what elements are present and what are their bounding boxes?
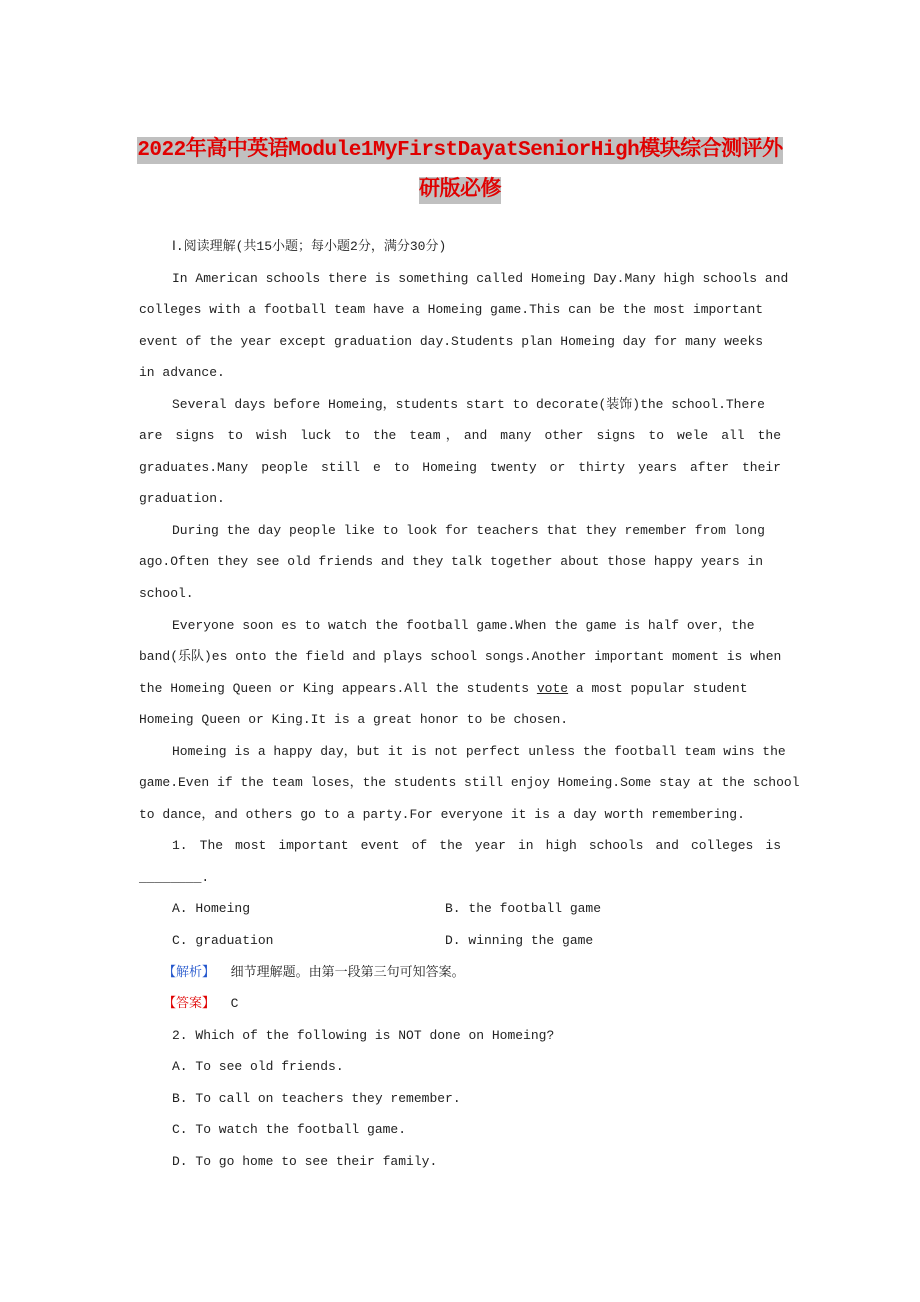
analysis-line bbox=[139, 957, 829, 989]
passage-line: In American schools there is something called Homeing Day.Many high schools and bbox=[172, 270, 789, 286]
passage-line: colleges with a football team have a Homeing game.This can be the most important bbox=[139, 302, 764, 318]
passage-line: graduates.Many people still e to Homeing twenty or thirty years after their bbox=[139, 459, 781, 475]
passage-line: Homeing Queen or King.It is a great honor to be chosen. bbox=[139, 712, 569, 728]
answer-text: C bbox=[215, 996, 239, 1012]
title-text: 研版必修 bbox=[419, 179, 501, 202]
question-1-blank: ________. bbox=[139, 869, 210, 885]
passage-line: in advance. bbox=[139, 365, 225, 381]
passage-line: During the day people like to look for teachers that they remember from long bbox=[172, 522, 765, 538]
option-a: A. Homeing bbox=[172, 901, 251, 917]
passage-line: band(乐队)es onto the field and plays school songs.Another important moment is when bbox=[139, 649, 782, 665]
passage-line: Everyone soon es to watch the football game.When the game is half over，the bbox=[172, 617, 755, 633]
document-title-line1 bbox=[0, 132, 920, 162]
document-title-line2 bbox=[0, 172, 920, 202]
question-1-stem: 1. The most important event of the year in high schools and colleges is bbox=[172, 838, 781, 854]
option-a: A. To see old friends. bbox=[172, 1059, 344, 1075]
passage-line: to dance，and others go to a party.For everyone it is a day worth remembering. bbox=[139, 806, 745, 822]
question-1-options-row bbox=[139, 893, 829, 925]
option-b: B. To call on teachers they remember. bbox=[172, 1090, 461, 1106]
underlined-word: vote bbox=[536, 680, 569, 696]
question-2-stem: 2. Which of the following is NOT done on Homeing? bbox=[172, 1027, 555, 1043]
passage-line: Homeing is a happy day，but it is not perfect unless the football team wins the bbox=[172, 743, 786, 759]
analysis-text: 细节理解题。由第一段第三句可知答案。 bbox=[215, 964, 465, 980]
passage-line: ago.Often they see old friends and they talk together about those happy years in bbox=[139, 554, 764, 570]
title-text: 2022年高中英语Module1MyFirstDayatSeniorHigh模块综合测评外 bbox=[137, 139, 783, 162]
passage-line: Several days before Homeing，students start to decorate(装饰)the school.There bbox=[172, 396, 765, 412]
passage-line: graduation. bbox=[139, 491, 225, 507]
question-1-options-row bbox=[139, 925, 829, 957]
option-d: D. winning the game bbox=[445, 933, 594, 949]
option-b: B. the football game bbox=[445, 901, 602, 917]
passage-line: school. bbox=[139, 586, 194, 602]
section-heading: Ⅰ.阅读理解(共15小题；每小题2分，满分30分) bbox=[172, 239, 447, 254]
answer-line bbox=[139, 988, 829, 1020]
passage-line: event of the year except graduation day.Students plan Homeing day for many weeks bbox=[139, 333, 764, 349]
text: a most popular student bbox=[568, 680, 748, 696]
document-body bbox=[139, 231, 829, 1177]
option-d: D. To go home to see their family. bbox=[172, 1153, 438, 1169]
passage-line: game.Even if the team loses，the students still enjoy Homeing.Some stay at the school bbox=[139, 775, 800, 791]
text: the Homeing Queen or King appears.All the students bbox=[139, 680, 537, 696]
analysis-tag: 【解析】 bbox=[163, 964, 216, 980]
option-c: C. graduation bbox=[172, 933, 274, 949]
passage-line: are signs to wish luck to the team，and many other signs to wele all the bbox=[139, 428, 781, 444]
option-c: C. To watch the football game. bbox=[172, 1122, 407, 1138]
answer-tag: 【答案】 bbox=[163, 996, 216, 1012]
passage-line bbox=[139, 673, 829, 705]
